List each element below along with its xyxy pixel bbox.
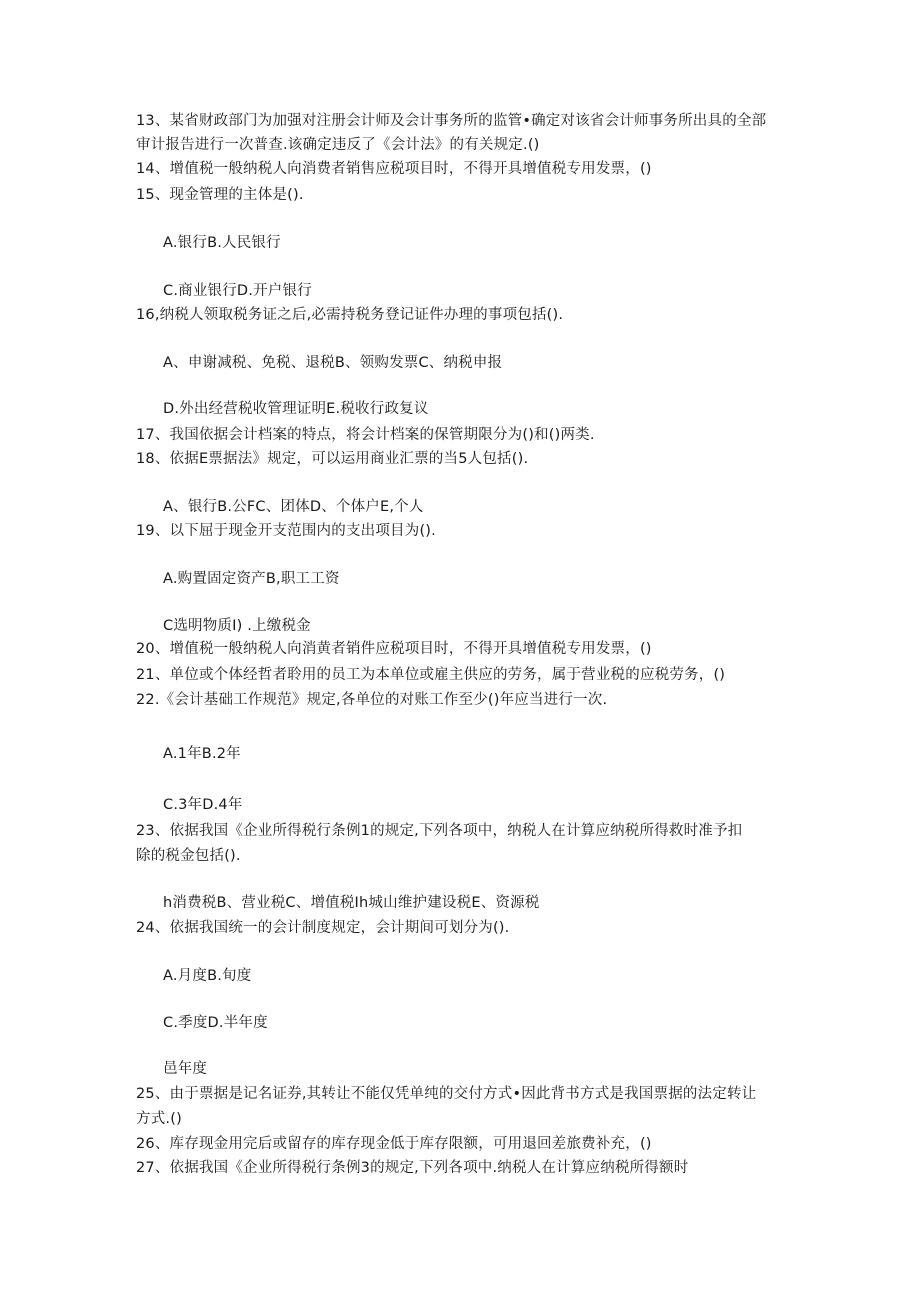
question-23-line-2: 除的税金包括(). bbox=[136, 848, 241, 864]
question-15: 15、现金管理的主体是(). bbox=[136, 187, 304, 203]
question-20: 20、增值税一般纳税人向消黄者销件应税项目时，不得开具增值税专用发票，() bbox=[136, 641, 652, 657]
question-22-options-2: C.3年D.4年 bbox=[163, 797, 243, 813]
question-18: 18、依据E票据法》规定，可以运用商业汇票的当5人包括(). bbox=[136, 451, 529, 467]
question-26: 26、库存现金用完后或留存的库存现金低于库存限额，可用退回差旅费补充，() bbox=[136, 1136, 652, 1152]
question-24-options-1: A.月度B.旬度 bbox=[163, 968, 252, 984]
question-13-line-1: 13、某省财政部门为加强对注册会计师及会计事务所的监管•确定对该省会计师事务所出具的全部 bbox=[136, 113, 767, 129]
question-15-options-1: A.银行B.人民银行 bbox=[163, 235, 281, 251]
question-24: 24、依据我国统一的会计制度规定，会计期间可划分为(). bbox=[136, 920, 510, 936]
question-16-options-1: A、申谢减税、免税、退税B、领购发票C、纳税申报 bbox=[163, 355, 503, 371]
question-16-options-2: D.外出经营税收管理证明E.税收行政复议 bbox=[163, 401, 429, 417]
question-15-options-2: C.商业银行D.开户银行 bbox=[163, 283, 312, 299]
question-13-line-2: 审计报告进行一次普查.该确定违反了《会计法》的有关规定.() bbox=[136, 137, 540, 153]
question-19: 19、以下屈于现金开支范围内的支出项目为(). bbox=[136, 523, 436, 539]
question-16: 16,纳税人领取税务证之后,必需持税务登记证件办理的事项包括(). bbox=[136, 307, 564, 323]
question-23-line-1: 23、依据我国《企业所得税行条例1的规定,下列各项中，纳税人在计算应纳税所得救时准予扣 bbox=[136, 823, 743, 839]
question-19-options-2: C选明物质I) .上缴税金 bbox=[163, 618, 311, 634]
question-23-options: h消费税B、营业税C、增值税Ih城山维护建设税E、资源税 bbox=[163, 895, 540, 911]
question-24-options-2: C.季度D.半年度 bbox=[163, 1015, 268, 1031]
question-24-options-3: 邑年度 bbox=[163, 1061, 208, 1077]
question-14: 14、增值税一般纳税人向消费者销售应税项目时，不得开具增值税专用发票，() bbox=[136, 161, 652, 177]
question-17: 17、我国依据会计档案的特点，将会计档案的保管期限分为()和()两类. bbox=[136, 427, 595, 443]
question-22: 22.《会计基础工作规范》规定,各单位的对账工作至少()年应当进行一次. bbox=[136, 692, 608, 708]
question-27: 27、依据我国《企业所得税行条例3的规定,下列各项中.纳税人在计算应纳税所得额时 bbox=[136, 1160, 689, 1176]
question-21: 21、单位或个体经哲者聆用的员工为本单位或雇主供应的劳务，属于营业税的应税劳务，() bbox=[136, 667, 726, 683]
question-22-options-1: A.1年B.2年 bbox=[163, 746, 241, 762]
question-18-options: A、银行B.公FC、团体D、个体户E,个人 bbox=[163, 499, 424, 515]
question-25-line-1: 25、由于票据是记名证券,其转让不能仅凭单纯的交付方式•因此背书方式是我国票据的法定转让 bbox=[136, 1086, 757, 1102]
question-19-options-1: A.购置固定资产B,职工工资 bbox=[163, 571, 340, 587]
question-25-line-2: 方式.() bbox=[136, 1111, 182, 1127]
